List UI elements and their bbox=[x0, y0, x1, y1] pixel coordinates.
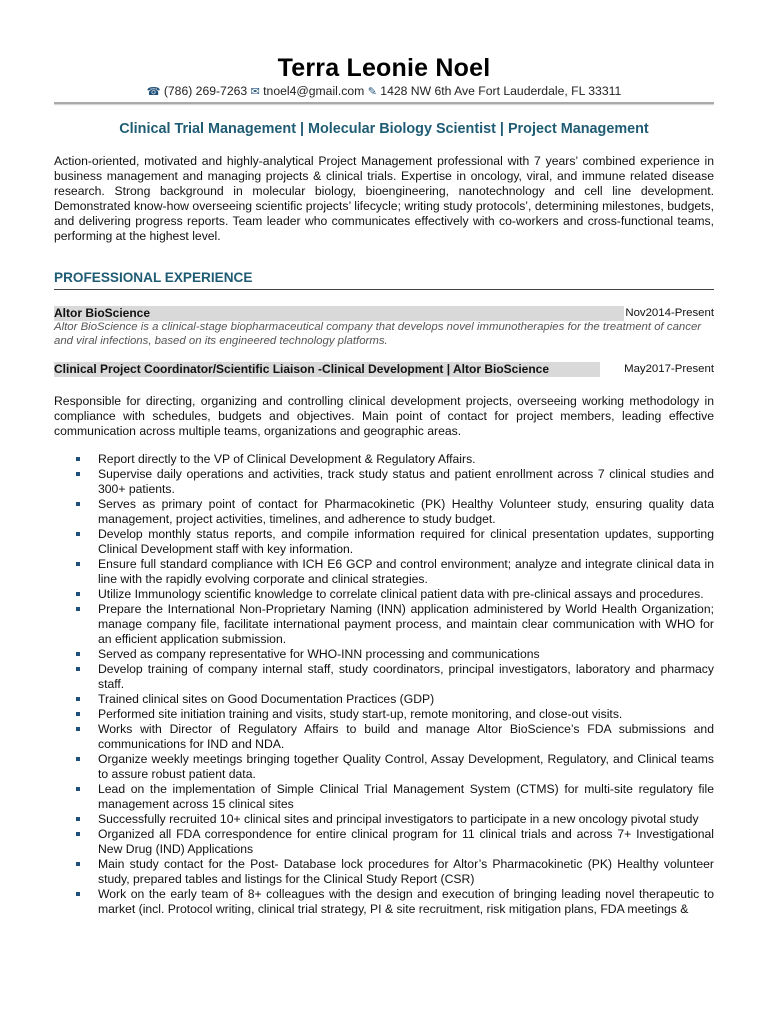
list-item-text: Work on the early team of 8+ colleagues with the design and execution of bringing leading novel therapeutic to market (incl. Protocol writing, clinical trial strategy, PI & site recruitment, risk mitigation plans, FDA meetings & bbox=[98, 887, 714, 916]
role-description: Responsible for directing, organizing and controlling clinical development projects, overseeing working methodology in compliance with schedules, budgets and objectives. Main point of contact for project members, leading effective communication across multiple teams, organizations and geographic areas. bbox=[54, 394, 714, 438]
list-item bbox=[54, 587, 714, 602]
square-bullet-icon bbox=[76, 832, 80, 836]
square-bullet-icon bbox=[76, 652, 80, 656]
square-bullet-icon bbox=[76, 817, 80, 821]
list-item-text: Successfully recruited 10+ clinical sites and principal investigators to participate in a new oncology pivotal study bbox=[98, 812, 699, 826]
list-item-text: Serves as primary point of contact for Pharmacokinetic (PK) Healthy Volunteer study, ensuring quality data management, project activities, timelines, and adherence to study budget. bbox=[98, 497, 714, 526]
list-item-text: Develop training of company internal staff, study coordinators, principal investigators, laboratory and pharmacy staff. bbox=[98, 662, 714, 691]
contact-line bbox=[0, 84, 768, 98]
role-title: Clinical Project Coordinator/Scientific Liaison -Clinical Development | Altor BioScience bbox=[54, 362, 550, 376]
list-item bbox=[54, 782, 714, 812]
square-bullet-icon bbox=[76, 757, 80, 761]
list-item bbox=[54, 887, 714, 917]
email-icon: ✉ bbox=[250, 86, 260, 98]
square-bullet-icon bbox=[76, 457, 80, 461]
address-icon: ✎ bbox=[367, 86, 377, 98]
list-item-text: Ensure full standard compliance with ICH E6 GCP and control environment; analyze and integrate clinical data in line with the rapidly evolving corporate and clinical strategies. bbox=[98, 557, 714, 586]
list-item-text: Served as company representative for WHO-INN processing and communications bbox=[98, 647, 540, 661]
square-bullet-icon bbox=[76, 502, 80, 506]
section-title-experience: PROFESSIONAL EXPERIENCE bbox=[54, 270, 253, 285]
list-item-text: Organized all FDA correspondence for entire clinical program for 11 clinical trials and across 7+ Investigational New Drug (IND) Applications bbox=[98, 827, 714, 856]
company-name: Altor BioScience bbox=[54, 306, 151, 320]
professional-headline: Clinical Trial Management | Molecular Biology Scientist | Project Management bbox=[119, 121, 649, 137]
square-bullet-icon bbox=[76, 862, 80, 866]
responsibility-list bbox=[54, 452, 714, 917]
list-item bbox=[54, 752, 714, 782]
list-item bbox=[54, 662, 714, 692]
square-bullet-icon bbox=[76, 727, 80, 731]
phone-number: (786) 269-7263 bbox=[163, 84, 248, 98]
role-header bbox=[54, 362, 714, 377]
list-item bbox=[54, 527, 714, 557]
phone-icon: ☎ bbox=[146, 86, 161, 98]
header-divider bbox=[54, 102, 714, 104]
list-item bbox=[54, 707, 714, 722]
square-bullet-icon bbox=[76, 787, 80, 791]
list-item-text: Trained clinical sites on Good Documentation Practices (GDP) bbox=[98, 692, 435, 706]
list-item-text: Works with Director of Regulatory Affairs to build and manage Altor BioScience’s FDA submissions and communications for IND and NDA. bbox=[98, 722, 714, 751]
list-item bbox=[54, 602, 714, 647]
list-item-text: Lead on the implementation of Simple Clinical Trial Management System (CTMS) for multi-site regulatory file management across 15 clinical sites bbox=[98, 782, 714, 811]
square-bullet-icon bbox=[76, 892, 80, 896]
square-bullet-icon bbox=[76, 592, 80, 596]
list-item-text: Prepare the International Non-Proprietary Naming (INN) application administered by World Health Organization; manage company file, facilitate international payment process, and maintain clear communication with WHO for an efficient application submission. bbox=[98, 602, 714, 646]
square-bullet-icon bbox=[76, 667, 80, 671]
square-bullet-icon bbox=[76, 472, 80, 476]
square-bullet-icon bbox=[76, 607, 80, 611]
list-item-text: Develop monthly status reports, and compile information required for clinical presentation updates, supporting Clinical Development staff with key information. bbox=[98, 527, 714, 556]
list-item bbox=[54, 812, 714, 827]
list-item-text: Performed site initiation training and visits, study start-up, remote monitoring, and close-out visits. bbox=[98, 707, 623, 721]
list-item-text: Report directly to the VP of Clinical Development & Regulatory Affairs. bbox=[98, 452, 476, 466]
candidate-name: Terra Leonie Noel bbox=[277, 54, 491, 82]
email-address: tnoel4@gmail.com bbox=[263, 84, 365, 98]
list-item bbox=[54, 857, 714, 887]
list-item bbox=[54, 692, 714, 707]
list-item bbox=[54, 497, 714, 527]
list-item bbox=[54, 827, 714, 857]
list-item-text: Utilize Immunology scientific knowledge to correlate clinical patient data with pre-clinical assays and procedures. bbox=[98, 587, 704, 601]
list-item-text: Main study contact for the Post- Database lock procedures for Altor’s Pharmacokinetic (PK) Healthy volunteer study, prepared tables and listings for the Clinical Study Report (CSR) bbox=[98, 857, 714, 886]
street-address: 1428 NW 6th Ave Fort Lauderdale, FL 33311 bbox=[380, 84, 622, 98]
square-bullet-icon bbox=[76, 562, 80, 566]
list-item bbox=[54, 647, 714, 662]
list-item bbox=[54, 467, 714, 497]
list-item bbox=[54, 452, 714, 467]
list-item bbox=[54, 557, 714, 587]
list-item bbox=[54, 722, 714, 752]
company-header bbox=[54, 306, 714, 321]
summary-paragraph: Action-oriented, motivated and highly-analytical Project Management professional with 7 years’ combined experience in business management and managing projects & clinical trials. Expertise in oncology, viral, and immune related disease research. Strong background in molecular biology, bioengineering, nanotechnology and cell line development. Demonstrated know-how overseeing scientific projects’ lifecycle; writing study protocols’, determining milestones, budgets, and delivering progress reports. Team leader who communicates effectively with co-workers and cross-functional teams, performing at the highest level. bbox=[54, 154, 714, 243]
square-bullet-icon bbox=[76, 712, 80, 716]
list-item-text: Supervise daily operations and activities, track study status and patient enrollment across 7 clinical studies and 300+ patients. bbox=[98, 467, 714, 496]
company-description: Altor BioScience is a clinical-stage biopharmaceutical company that develops novel immunotherapies for the treatment of cancer and viral infections, based on its engineered technology platforms. bbox=[54, 321, 702, 347]
role-dates: May2017-Present bbox=[624, 363, 714, 375]
square-bullet-icon bbox=[76, 697, 80, 701]
list-item-text: Organize weekly meetings bringing together Quality Control, Assay Development, Regulatory, and Clinical teams to assure robust patient data. bbox=[98, 752, 714, 781]
square-bullet-icon bbox=[76, 532, 80, 536]
section-divider bbox=[54, 289, 714, 290]
company-dates: Nov2014-Present bbox=[625, 307, 714, 319]
